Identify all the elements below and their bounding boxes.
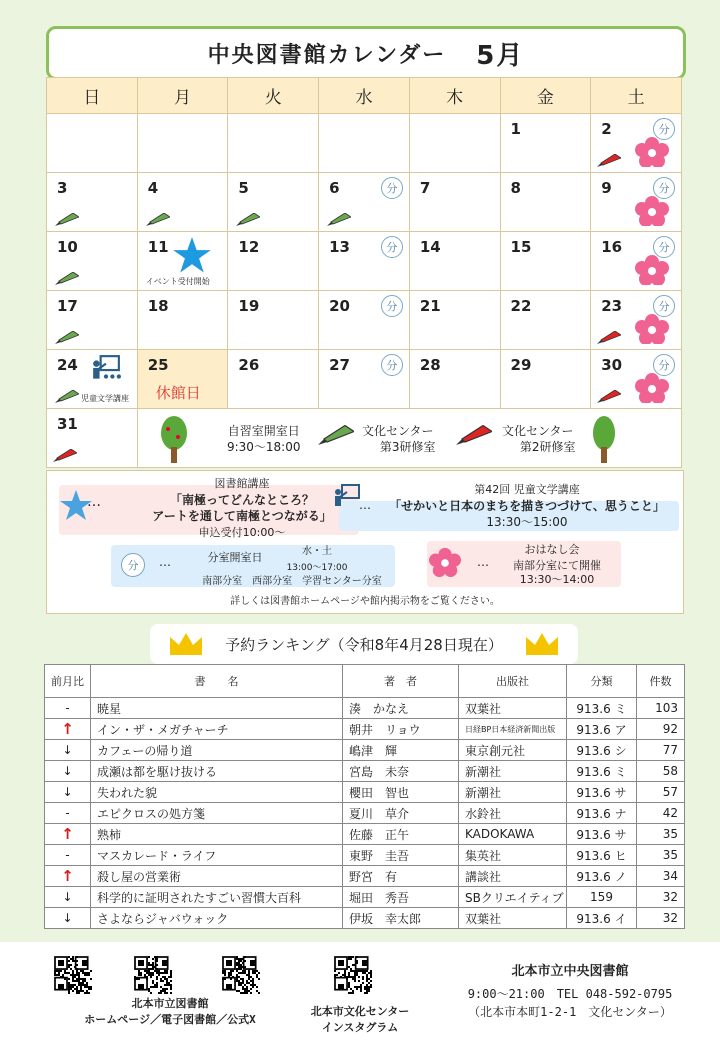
lecture-apply: 申込受付10:00〜 xyxy=(198,526,286,539)
day-number: 14 xyxy=(419,238,441,256)
ranking-class: 913.6 サ xyxy=(567,782,637,803)
green-pencil-icon xyxy=(318,425,354,447)
story-title: おはなし会 xyxy=(524,543,580,556)
green-pencil-icon xyxy=(55,390,79,404)
ranking-count: 77 xyxy=(637,740,685,761)
day-number: 7 xyxy=(419,179,431,197)
teacher-icon xyxy=(333,483,361,511)
ranking-table xyxy=(44,664,685,929)
calendar-day xyxy=(409,114,500,173)
ranking-count: 58 xyxy=(637,761,685,782)
ranking-change: - xyxy=(45,698,91,719)
calendar-day xyxy=(47,291,138,350)
calendar-day xyxy=(228,114,319,173)
ranking-class: 913.6 ミ xyxy=(567,761,637,782)
crown-icon xyxy=(168,631,204,657)
calendar-day xyxy=(137,173,228,232)
table-row xyxy=(45,782,685,803)
ranking-author: 伊坂 幸太郎 xyxy=(343,908,459,929)
children-dots: … xyxy=(359,498,371,512)
ranking-publisher: 水鈴社 xyxy=(459,803,567,824)
branch-open-icon: 分 xyxy=(653,118,675,140)
lecture-title: 図書館講座 xyxy=(214,477,270,490)
flower-icon xyxy=(635,314,669,344)
ranking-class: 913.6 ア xyxy=(567,719,637,740)
calendar-day xyxy=(409,232,500,291)
ranking-count: 92 xyxy=(637,719,685,740)
ranking-class: 913.6 ミ xyxy=(567,698,637,719)
tree-icon xyxy=(158,415,190,465)
ranking-title: さよならジャバウォック xyxy=(91,908,343,929)
branch-title: 分室開室日 xyxy=(207,551,263,564)
flower-icon xyxy=(635,255,669,285)
red-pencil-icon xyxy=(597,390,621,404)
calendar-grid xyxy=(46,77,682,468)
day-number: 6 xyxy=(329,179,340,197)
ranking-class: 159 xyxy=(567,887,637,908)
green-pencil-icon xyxy=(55,331,79,345)
calendar-month: 5月 xyxy=(476,40,525,71)
table-row xyxy=(45,740,685,761)
calendar-day xyxy=(409,173,500,232)
day-number: 19 xyxy=(238,297,260,315)
branch-icon: 分 xyxy=(121,553,145,577)
flower-icon xyxy=(635,196,669,226)
branch-open-icon: 分 xyxy=(381,354,403,376)
ranking-count: 32 xyxy=(637,887,685,908)
ranking-publisher: 日経BP日本経済新聞出版 xyxy=(459,719,567,740)
calendar-day xyxy=(319,350,410,409)
table-row xyxy=(45,719,685,740)
red-pencil-icon xyxy=(456,425,492,447)
calendar-day xyxy=(228,232,319,291)
weekday-header-row xyxy=(47,78,682,114)
ranking-count: 35 xyxy=(637,824,685,845)
branch-open-icon: 分 xyxy=(381,236,403,258)
ranking-change: ↓ xyxy=(45,740,91,761)
ranking-title: カフェーの帰り道 xyxy=(91,740,343,761)
day-number: 18 xyxy=(147,297,169,315)
calendar-title-text: 中央図書館カレンダー xyxy=(207,42,447,68)
ranking-class: 913.6 ノ xyxy=(567,866,637,887)
branch-open-icon: 分 xyxy=(653,236,675,258)
ranking-author: 夏川 草介 xyxy=(343,803,459,824)
calendar-day xyxy=(409,291,500,350)
library-hours-tel: 9:00〜21:00 TEL 048-592-0795 xyxy=(467,987,673,1001)
calendar-week xyxy=(47,173,682,232)
day-number: 31 xyxy=(57,415,78,433)
green-pen-room: 第3研修室 xyxy=(379,440,436,454)
weekday-2: 火 xyxy=(228,78,319,114)
ranking-author: 櫻田 智也 xyxy=(343,782,459,803)
branch-open-icon: 分 xyxy=(381,177,403,199)
qr-label-library: 北本市立図書館 xyxy=(131,997,209,1010)
branch-days: 水・土 xyxy=(302,546,332,557)
day-number: 30 xyxy=(601,356,623,374)
qr-code-homepage[interactable] xyxy=(54,956,92,994)
calendar-day xyxy=(228,350,319,409)
ranking-change: ↓ xyxy=(45,887,91,908)
ranking-publisher: KADOKAWA xyxy=(459,824,567,845)
day-number: 29 xyxy=(510,356,532,374)
ranking-publisher: 双葉社 xyxy=(459,908,567,929)
ranking-title: 殺し屋の営業術 xyxy=(91,866,343,887)
ranking-title: 暁星 xyxy=(91,698,343,719)
calendar-day xyxy=(500,173,591,232)
red-pen-label: 文化センター xyxy=(501,424,574,438)
green-pencil-icon xyxy=(55,213,79,227)
ranking-title: 失われた貌 xyxy=(91,782,343,803)
calendar-day xyxy=(591,232,682,291)
ranking-publisher: 双葉社 xyxy=(459,698,567,719)
ranking-change: ↓ xyxy=(45,782,91,803)
calendar-day xyxy=(591,350,682,409)
ranking-class: 913.6 イ xyxy=(567,908,637,929)
table-row xyxy=(45,803,685,824)
ranking-publisher: 東京創元社 xyxy=(459,740,567,761)
ranking-change: ↓ xyxy=(45,908,91,929)
qr-label-links: ホームページ／電子図書館／公式X xyxy=(84,1013,256,1026)
ranking-title: マスカレード・ライフ xyxy=(91,845,343,866)
ranking-class: 913.6 ヒ xyxy=(567,845,637,866)
weekday-6: 土 xyxy=(591,78,682,114)
ranking-publisher: 講談社 xyxy=(459,866,567,887)
culture-label-instagram: インスタグラム xyxy=(321,1021,399,1034)
children-time: 13:30〜15:00 xyxy=(486,515,568,529)
day-number: 5 xyxy=(238,179,249,197)
details-note: 詳しくは図書館ホームページや館内掲示物をご覧ください。 xyxy=(230,596,500,607)
calendar-day xyxy=(47,409,138,468)
weekday-1: 月 xyxy=(137,78,228,114)
calendar-day xyxy=(319,291,410,350)
footer xyxy=(0,942,720,1040)
table-row xyxy=(45,698,685,719)
calendar-day xyxy=(228,291,319,350)
calendar-day xyxy=(319,232,410,291)
ranking-publisher: 集英社 xyxy=(459,845,567,866)
ranking-publisher: 新潮社 xyxy=(459,782,567,803)
tree-icon xyxy=(588,415,620,465)
culture-label: 北本市文化センター xyxy=(310,1005,410,1018)
flower-icon xyxy=(635,137,669,167)
lecture-line1: 「南極ってどんなところ？ xyxy=(169,493,314,507)
table-row xyxy=(45,824,685,845)
calendar-week xyxy=(47,409,682,468)
day-number: 17 xyxy=(57,297,78,315)
day-number: 16 xyxy=(601,238,623,256)
qr-code-e-library[interactable] xyxy=(134,956,172,994)
calendar-day xyxy=(47,350,138,409)
study-room-title: 自習室開室日 xyxy=(227,424,300,438)
ranking-header-4: 分類 xyxy=(567,665,637,698)
branch-open-icon: 分 xyxy=(653,354,675,376)
day-number: 27 xyxy=(329,356,350,374)
red-pencil-icon xyxy=(53,449,77,463)
ranking-header-3: 出版社 xyxy=(459,665,567,698)
ranking-title: 成瀬は都を駆け抜ける xyxy=(91,761,343,782)
day-number: 13 xyxy=(329,238,350,256)
event-info-panel xyxy=(46,470,684,614)
ranking-change: - xyxy=(45,845,91,866)
calendar-day xyxy=(500,114,591,173)
ranking-count: 34 xyxy=(637,866,685,887)
green-pencil-icon xyxy=(327,213,351,227)
day-number: 22 xyxy=(510,297,532,315)
calendar-day xyxy=(500,291,591,350)
red-pencil-icon xyxy=(597,331,621,345)
children-title: 第42回 児童文学講座 xyxy=(474,483,580,496)
calendar-day xyxy=(409,350,500,409)
day-number: 2 xyxy=(601,120,612,138)
ranking-header-1: 書 名 xyxy=(91,665,343,698)
weekday-5: 金 xyxy=(500,78,591,114)
red-pen-room: 第2研修室 xyxy=(519,440,576,454)
lecture-line2: アートを通して南極とつながる」 xyxy=(152,509,332,523)
day-number: 11 xyxy=(147,238,169,256)
ranking-header-0: 前月比 xyxy=(45,665,91,698)
calendar-day xyxy=(137,114,228,173)
day-number: 9 xyxy=(601,179,612,197)
library-name: 北本市立中央図書館 xyxy=(511,964,629,979)
green-pencil-icon xyxy=(236,213,260,227)
ranking-count: 35 xyxy=(637,845,685,866)
calendar-week xyxy=(47,114,682,173)
day-number: 1 xyxy=(510,120,521,138)
study-room-hours: 9:30〜18:00 xyxy=(226,440,301,454)
day-number: 3 xyxy=(57,179,68,197)
library-address: （北本市本町1-2-1 文化センター） xyxy=(468,1005,672,1019)
ranking-count: 103 xyxy=(637,698,685,719)
calendar-week xyxy=(47,291,682,350)
ranking-change: ↑ xyxy=(45,719,91,740)
table-row xyxy=(45,866,685,887)
story-dots: … xyxy=(477,555,489,569)
lecture-dots: … xyxy=(87,494,101,510)
star-icon xyxy=(172,236,212,276)
story-place: 南部分室にて開催 xyxy=(513,559,601,572)
calendar-day xyxy=(47,232,138,291)
ranking-author: 堀田 秀吾 xyxy=(343,887,459,908)
ranking-publisher: 新潮社 xyxy=(459,761,567,782)
table-row xyxy=(45,761,685,782)
ranking-title: 予約ランキング（令和8年4月28日現在） xyxy=(225,635,503,654)
ranking-title: イン・ザ・メガチャーチ xyxy=(91,719,343,740)
table-row xyxy=(45,887,685,908)
green-pencil-icon xyxy=(146,213,170,227)
calendar-day xyxy=(319,114,410,173)
calendar-week xyxy=(47,350,682,409)
branch-dots: … xyxy=(159,555,171,569)
calendar-title xyxy=(46,26,686,80)
story-time: 13:30〜14:00 xyxy=(519,573,595,586)
ranking-title: 熟柿 xyxy=(91,824,343,845)
ranking-change: ↑ xyxy=(45,866,91,887)
calendar-week xyxy=(47,232,682,291)
ranking-change: ↓ xyxy=(45,761,91,782)
calendar-day xyxy=(228,173,319,232)
day-number: 8 xyxy=(510,179,521,197)
event-note: イベント受付開始 xyxy=(145,277,210,286)
flower-icon xyxy=(429,547,461,577)
children-line: 「せかいと日本のまちを描きつづけて、思うこと」 xyxy=(389,499,665,513)
teacher-icon xyxy=(91,354,121,384)
ranking-author: 嶋津 輝 xyxy=(343,740,459,761)
ranking-author: 佐藤 正午 xyxy=(343,824,459,845)
green-pencil-icon xyxy=(55,272,79,286)
weekday-4: 木 xyxy=(409,78,500,114)
branch-open-icon: 分 xyxy=(381,295,403,317)
branch-open-icon: 分 xyxy=(653,177,675,199)
calendar-day xyxy=(500,232,591,291)
ranking-change: ↑ xyxy=(45,824,91,845)
ranking-count: 42 xyxy=(637,803,685,824)
calendar-day xyxy=(137,350,228,409)
calendar-day xyxy=(47,173,138,232)
calendar-day xyxy=(137,291,228,350)
event-note: 児童文学講座 xyxy=(81,394,129,403)
ranking-count: 32 xyxy=(637,908,685,929)
calendar-day xyxy=(319,173,410,232)
ranking-change: - xyxy=(45,803,91,824)
ranking-count: 57 xyxy=(637,782,685,803)
day-number: 10 xyxy=(57,238,78,256)
day-number: 25 xyxy=(147,356,169,374)
ranking-title: 科学的に証明されたすごい習慣大百科 xyxy=(91,887,343,908)
day-number: 23 xyxy=(601,297,623,315)
ranking-title: エピクロスの処方箋 xyxy=(91,803,343,824)
ranking-class: 913.6 シ xyxy=(567,740,637,761)
branch-open-icon: 分 xyxy=(653,295,675,317)
ranking-header-row xyxy=(45,665,685,698)
ranking-author: 朝井 リョウ xyxy=(343,719,459,740)
day-number: 21 xyxy=(419,297,441,315)
branch-time: 13:00〜17:00 xyxy=(286,563,348,573)
calendar-day xyxy=(591,114,682,173)
ranking-author: 湊 かなえ xyxy=(343,698,459,719)
day-number: 24 xyxy=(57,356,78,374)
day-number: 20 xyxy=(329,297,350,315)
branch-places: 南部分室 西部分室 学習センター分室 xyxy=(202,576,382,587)
table-row xyxy=(45,908,685,929)
ranking-title-box xyxy=(150,624,578,664)
day-number: 4 xyxy=(147,179,159,197)
calendar-day xyxy=(47,114,138,173)
closed-day-label: 休館日 xyxy=(155,384,201,402)
ranking-publisher: SBクリエイティブ xyxy=(459,887,567,908)
table-row xyxy=(45,845,685,866)
crown-icon xyxy=(524,631,560,657)
qr-code-instagram[interactable] xyxy=(334,956,372,994)
ranking-author: 野宮 有 xyxy=(343,866,459,887)
calendar-day xyxy=(591,291,682,350)
day-number: 26 xyxy=(238,356,260,374)
calendar-day xyxy=(500,350,591,409)
ranking-author: 東野 圭吾 xyxy=(343,845,459,866)
ranking-author: 宮島 未奈 xyxy=(343,761,459,782)
weekday-3: 水 xyxy=(319,78,410,114)
qr-code-official-x[interactable] xyxy=(222,956,260,994)
flower-icon xyxy=(635,373,669,403)
calendar-day xyxy=(591,173,682,232)
ranking-class: 913.6 サ xyxy=(567,824,637,845)
day-number: 12 xyxy=(238,238,260,256)
legend-cell xyxy=(137,409,681,468)
green-pen-label: 文化センター xyxy=(361,424,434,438)
red-pencil-icon xyxy=(597,154,621,168)
day-number: 15 xyxy=(510,238,532,256)
ranking-class: 913.6 ナ xyxy=(567,803,637,824)
ranking-header-5: 件数 xyxy=(637,665,685,698)
calendar-day xyxy=(137,232,228,291)
day-number: 28 xyxy=(419,356,441,374)
ranking-header-2: 著 者 xyxy=(343,665,459,698)
weekday-0: 日 xyxy=(47,78,138,114)
